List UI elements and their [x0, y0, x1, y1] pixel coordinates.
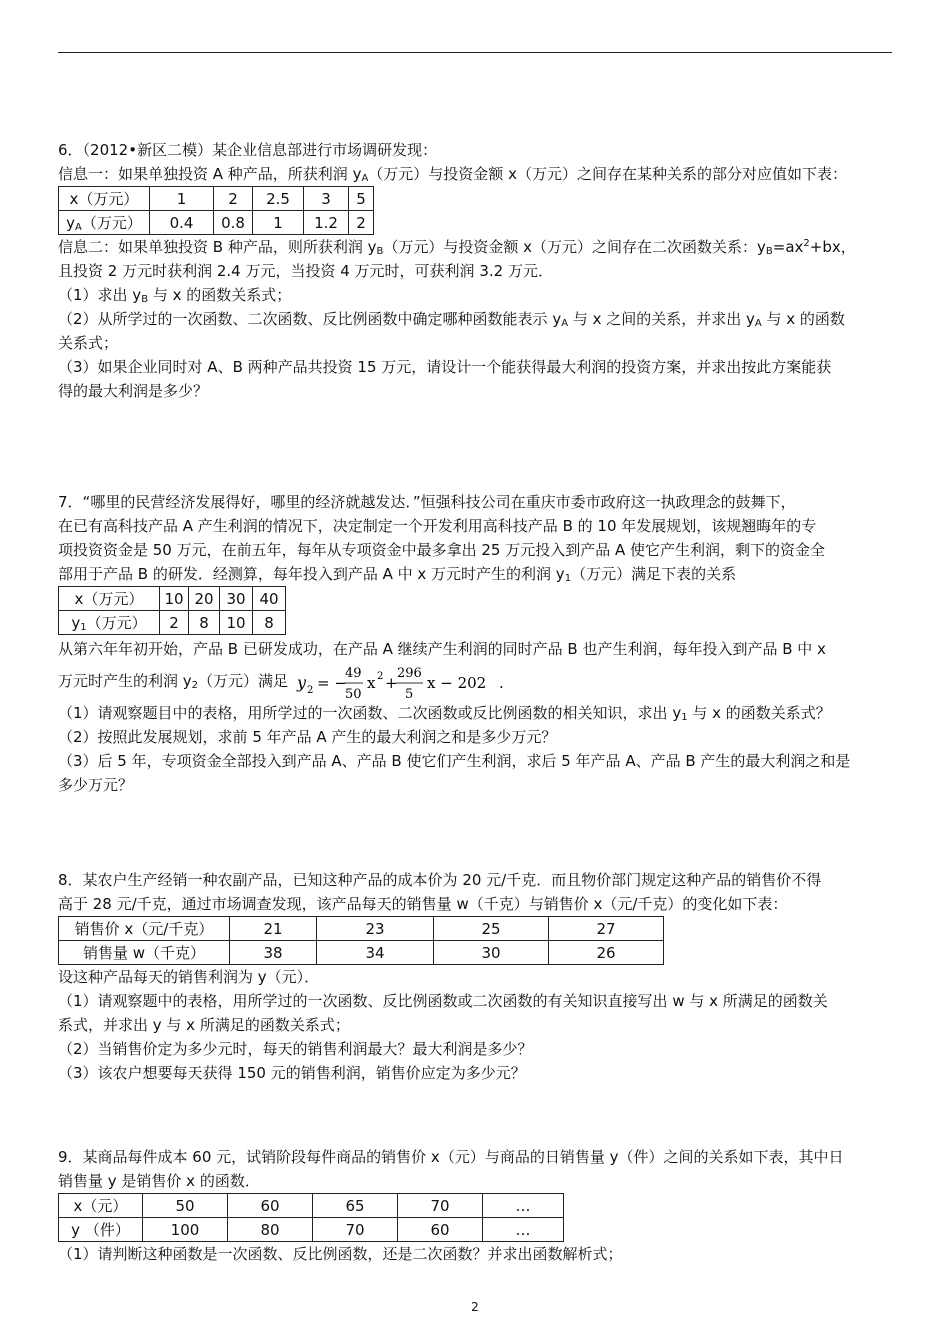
header-rule	[58, 52, 892, 53]
table-row: y （件） 100 80 70 60 …	[59, 1218, 564, 1242]
table-header-cell: x（万元）	[59, 587, 160, 611]
q7-line3: 项投资资金是 50 万元，在前五年，每年从专项资金中最多拿出 25 万元投入到产品 A 使它产生利润，剩下的资金全	[58, 541, 826, 559]
q6-info2-line2: 且投资 2 万元时获利润 2.4 万元，当投资 4 万元时，可获利润 3.2 万元．	[58, 262, 553, 280]
q8-line3: 设这种产品每天的销售利润为 y（元）．	[58, 968, 320, 986]
table-row: 销售价 x（元/千克） 21 23 25 27	[59, 917, 664, 941]
q9-part1: （1）请判断这种函数是一次函数、反比例函数，还是二次函数？并求出函数解析式；	[58, 1245, 623, 1263]
svg-text:x − 202: x − 202	[426, 673, 487, 692]
question-8	[58, 868, 898, 1085]
svg-text:y: y	[296, 672, 306, 692]
q6-table	[58, 186, 374, 235]
q8-part2: （2）当销售价定为多少元时，每天的销售利润最大？最大利润是多少？	[58, 1040, 533, 1058]
svg-text:296: 296	[396, 665, 422, 681]
svg-text:2: 2	[376, 670, 384, 682]
table-row: 销售量 w（千克） 38 34 30 26	[59, 941, 664, 965]
svg-text:2: 2	[306, 684, 314, 696]
svg-text:.: .	[498, 673, 504, 692]
q9-table	[58, 1193, 564, 1242]
question-7	[58, 490, 898, 797]
q6-info1: 信息一：如果单独投资 A 种产品，所获利润 $y_A$（万元）与投资金额 x（万元）之间存在某种关系的部分对应值如下表：	[58, 165, 847, 184]
q6-part3-line2: 得的最大利润是多少？	[58, 382, 209, 400]
q7-line2: 在已有高科技产品 A 产生利润的情况下，决定制定一个开发利用高科技产品 B 的 10 年发展规划，该规翘晦年的专	[58, 517, 817, 535]
q9-line2: 销售量 y 是销售价 x 的函数．	[58, 1172, 260, 1190]
table-header-cell: $y_A$（万元）	[59, 211, 150, 235]
svg-text:x: x	[366, 673, 376, 692]
q8-line1: 8．某农户生产经销一种农副产品，已知这种产品的成本价为 20 元/千克．而且物价部门规定这种产品的销售价不得	[58, 871, 822, 889]
table-row: x（万元） 10 20 30 40	[59, 587, 286, 611]
table-row: x（万元） 1 2 2.5 3 5	[59, 187, 374, 211]
table-row: $y_1$（万元） 2 8 10 8	[59, 611, 286, 635]
q6-part2: （2）从所学过的一次函数、二次函数、反比例函数中确定哪种函数能表示 $y_A$ 与 x 之间的关系，并求出 $y_A$ 与 x 的函数	[58, 310, 845, 329]
svg-text:+: +	[384, 673, 398, 692]
q6-part1: （1）求出 $y_B$ 与 x 的函数关系式；	[58, 286, 292, 305]
svg-text:49: 49	[344, 665, 362, 681]
q7-line5: 从第六年年初开始，产品 B 已研发成功，在产品 A 继续产生利润的同时产品 B 也产生利润，每年投入到产品 B 中 x	[58, 640, 826, 658]
table-row: x（元） 50 60 65 70 …	[59, 1194, 564, 1218]
q8-part1-line2: 系式，并求出 y 与 x 所满足的函数关系式；	[58, 1016, 350, 1034]
table-header-cell: x（万元）	[59, 187, 150, 211]
question-9	[58, 1145, 898, 1266]
table-header-cell: 销售量 w（千克）	[59, 941, 230, 965]
q7-part2: （2）按照此发展规划，求前 5 年产品 A 产生的最大利润之和是多少万元？	[58, 728, 557, 746]
q9-line1: 9．某商品每件成本 60 元，试销阶段每件商品的销售价 x（元）与商品的日销售量 y（件）之间的关系如下表，其中日	[58, 1148, 844, 1166]
q6-part2-line2: 关系式；	[58, 334, 119, 352]
q7-table	[58, 586, 286, 635]
q7-part3-line2: 多少万元？	[58, 776, 134, 794]
q6-info2: 信息二：如果单独投资 B 种产品，则所获利润 $y_B$（万元）与投资金额 x（万元）之间存在二次函数关系：$y_B=ax^2+bx$，	[58, 238, 856, 257]
q6-part3: （3）如果企业同时对 A、B 两种产品共投资 15 万元，请设计一个能获得最大利润的投资方案，并求出按此方案能获	[58, 358, 832, 376]
table-header-cell: y （件）	[59, 1218, 143, 1242]
table-header-cell: 销售价 x（元/千克）	[59, 917, 230, 941]
q7-line6: 万元时产生的利润 $y_2$（万元）满足 y 2 = − 49 50 x 2 + 296 5 x − 202 .	[58, 661, 898, 701]
q7-line4: 部用于产品 B 的研发．经测算，每年投入到产品 A 中 x 万元时产生的利润 $y_1$（万元）满足下表的关系	[58, 565, 737, 584]
q8-table	[58, 916, 664, 965]
svg-text:50: 50	[344, 686, 362, 702]
q8-line2: 高于 28 元/千克，通过市场调查发现，该产品每天的销售量 w（千克）与销售价 x（元/千克）的变化如下表：	[58, 895, 788, 913]
profit-formula	[293, 662, 513, 702]
page-number: 2	[471, 1300, 479, 1314]
q8-part3: （3）该农户想要每天获得 150 元的销售利润，销售价应定为多少元？	[58, 1064, 526, 1082]
table-header-cell: $y_1$（万元）	[59, 611, 160, 635]
q7-part1: （1）请观察题目中的表格，用所学过的一次函数、二次函数或反比例函数的相关知识，求出 $y_1$ 与 x 的函数关系式？	[58, 704, 831, 723]
table-row: $y_A$（万元） 0.4 0.8 1 1.2 2	[59, 211, 374, 235]
q7-line1: 7．“哪里的民营经济发展得好，哪里的经济就越发达．”恒强科技公司在重庆市委市政府这一执政理念的鼓舞下，	[58, 493, 796, 511]
question-6	[58, 138, 898, 403]
table-header-cell: x（元）	[59, 1194, 143, 1218]
q6-title: 6．（2012•新区二模）某企业信息部进行市场调研发现：	[58, 141, 438, 159]
svg-text:= −: = −	[316, 673, 347, 692]
q7-part3: （3）后 5 年，专项资金全部投入到产品 A、产品 B 使它们产生利润，求后 5 年产品 A、产品 B 产生的最大利润之和是	[58, 752, 851, 770]
svg-text:5: 5	[404, 686, 414, 702]
q8-part1: （1）请观察题中的表格，用所学过的一次函数、反比例函数或二次函数的有关知识直接写出 w 与 x 所满足的函数关	[58, 992, 828, 1010]
